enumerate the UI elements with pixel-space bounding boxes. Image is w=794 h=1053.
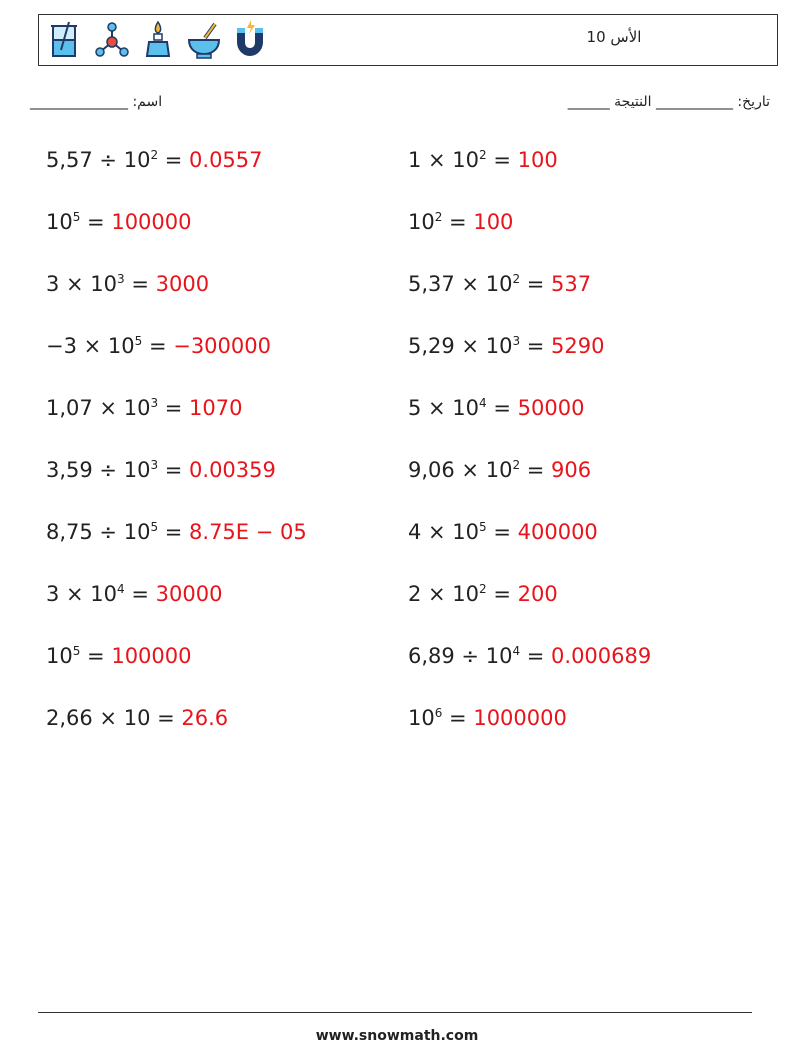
- problem-left: [46, 272, 209, 296]
- equals-sign: =: [150, 706, 182, 730]
- problem-expression: 10: [408, 210, 435, 234]
- equals-sign: =: [520, 272, 552, 296]
- problem-answer: 200: [517, 582, 558, 606]
- equals-sign: =: [520, 334, 552, 358]
- problem-exponent: 4: [117, 582, 125, 596]
- problem-expression: 9,06 × 10: [408, 458, 513, 482]
- problem-answer: 537: [551, 272, 592, 296]
- magnet-icon: [231, 20, 269, 60]
- problem-answer: 906: [551, 458, 592, 482]
- problem-answer: 100: [473, 210, 514, 234]
- problem-expression: 1 × 10: [408, 148, 480, 172]
- equals-sign: =: [486, 582, 518, 606]
- problem-row: [0, 314, 794, 376]
- problem-left: [46, 644, 192, 668]
- equals-sign: =: [486, 396, 518, 420]
- problem-exponent: 2: [150, 148, 159, 162]
- problem-row: [0, 252, 794, 314]
- header-icons: [47, 20, 269, 60]
- problem-left: [46, 520, 307, 544]
- problem-answer: 0.0557: [189, 148, 263, 172]
- problem-right: [408, 458, 591, 482]
- problem-answer: 3000: [155, 272, 210, 296]
- problem-answer: 8.75E − 05: [189, 520, 307, 544]
- problem-answer: 30000: [155, 582, 223, 606]
- problem-right: [408, 644, 651, 668]
- problem-expression: 8,75 ÷ 10: [46, 520, 151, 544]
- equals-sign: =: [442, 210, 474, 234]
- problem-left: [46, 210, 192, 234]
- problem-expression: 3,59 ÷ 10: [46, 458, 151, 482]
- problem-answer: 0.000689: [551, 644, 652, 668]
- equals-sign: =: [158, 458, 190, 482]
- problem-row: [0, 624, 794, 686]
- problem-expression: 10: [408, 706, 435, 730]
- problem-row: [0, 686, 794, 748]
- problem-expression: 10: [46, 644, 73, 668]
- equals-sign: =: [80, 210, 112, 234]
- problem-exponent: 6: [434, 706, 443, 720]
- problem-right: [408, 706, 567, 730]
- equals-sign: =: [486, 520, 518, 544]
- problem-expression: 2,66 × 10: [46, 706, 151, 730]
- problem-exponent: 4: [479, 396, 487, 410]
- footer-divider: [38, 1012, 752, 1013]
- problem-exponent: 2: [479, 148, 487, 162]
- beaker-icon: [47, 20, 85, 60]
- problem-row: [0, 128, 794, 190]
- mortar-pestle-icon: [185, 20, 223, 60]
- problem-exponent: 2: [512, 458, 521, 472]
- equals-sign: =: [158, 520, 190, 544]
- problem-exponent: 2: [479, 582, 487, 596]
- problem-answer: 400000: [517, 520, 598, 544]
- problem-expression: 2 × 10: [408, 582, 480, 606]
- flask-icon: [139, 20, 177, 60]
- problem-answer: −300000: [173, 334, 271, 358]
- problem-left: [46, 706, 228, 730]
- problem-exponent: 2: [434, 210, 443, 224]
- molecule-icon: [93, 20, 131, 60]
- problem-row: [0, 500, 794, 562]
- problem-exponent: 5: [150, 520, 159, 534]
- worksheet-title: الأس 10: [586, 28, 642, 46]
- problem-left: [46, 148, 263, 172]
- problem-left: [46, 334, 271, 358]
- problem-answer: 0.00359: [189, 458, 276, 482]
- problem-answer: 100000: [111, 210, 192, 234]
- problem-answer: 100: [517, 148, 558, 172]
- problem-exponent: 3: [512, 334, 521, 348]
- problem-answer: 50000: [517, 396, 585, 420]
- problem-expression: 6,89 ÷ 10: [408, 644, 513, 668]
- problem-expression: 5,29 × 10: [408, 334, 513, 358]
- problem-right: [408, 272, 591, 296]
- problem-row: [0, 562, 794, 624]
- problem-expression: 5,37 × 10: [408, 272, 513, 296]
- problem-answer: 26.6: [181, 706, 229, 730]
- equals-sign: =: [80, 644, 112, 668]
- problem-expression: 3 × 10: [46, 272, 118, 296]
- problem-left: [46, 582, 222, 606]
- problem-left: [46, 458, 276, 482]
- problem-answer: 5290: [551, 334, 605, 358]
- problem-row: [0, 376, 794, 438]
- problem-exponent: 3: [150, 458, 159, 472]
- problem-right: [408, 148, 558, 172]
- problem-row: [0, 438, 794, 500]
- equals-sign: =: [486, 148, 518, 172]
- problem-expression: 4 × 10: [408, 520, 480, 544]
- equals-sign: =: [158, 148, 190, 172]
- problem-row: [0, 190, 794, 252]
- problem-answer: 1000000: [473, 706, 567, 730]
- problem-expression: 5 × 10: [408, 396, 480, 420]
- equals-sign: =: [442, 706, 474, 730]
- worksheet-header: [38, 14, 778, 66]
- equals-sign: =: [520, 644, 552, 668]
- problem-right: [408, 210, 513, 234]
- problem-right: [408, 396, 584, 420]
- problem-exponent: 5: [134, 334, 143, 348]
- equals-sign: =: [142, 334, 174, 358]
- problem-expression: 1,07 × 10: [46, 396, 151, 420]
- problem-left: [46, 396, 242, 420]
- equals-sign: =: [158, 396, 190, 420]
- equals-sign: =: [124, 582, 156, 606]
- equals-sign: =: [124, 272, 156, 296]
- equals-sign: =: [520, 458, 552, 482]
- problem-expression: 10: [46, 210, 73, 234]
- problem-expression: −3 × 10: [46, 334, 135, 358]
- problem-exponent: 4: [512, 644, 521, 658]
- name-field-label: اسم: ______________: [30, 94, 163, 110]
- problem-answer: 1070: [189, 396, 243, 420]
- problem-exponent: 5: [72, 644, 81, 658]
- problem-right: [408, 334, 604, 358]
- problem-right: [408, 582, 558, 606]
- problem-exponent: 5: [479, 520, 487, 534]
- problem-exponent: 3: [117, 272, 125, 286]
- problem-answer: 100000: [111, 644, 192, 668]
- problem-exponent: 3: [150, 396, 159, 410]
- problem-expression: 5,57 ÷ 10: [46, 148, 151, 172]
- date-score-field-label: تاريخ: ___________ النتيجة ______: [567, 94, 770, 110]
- problem-exponent: 2: [512, 272, 521, 286]
- problem-right: [408, 520, 598, 544]
- problem-expression: 3 × 10: [46, 582, 118, 606]
- footer-url: www.snowmath.com: [315, 1028, 479, 1044]
- problem-exponent: 5: [72, 210, 81, 224]
